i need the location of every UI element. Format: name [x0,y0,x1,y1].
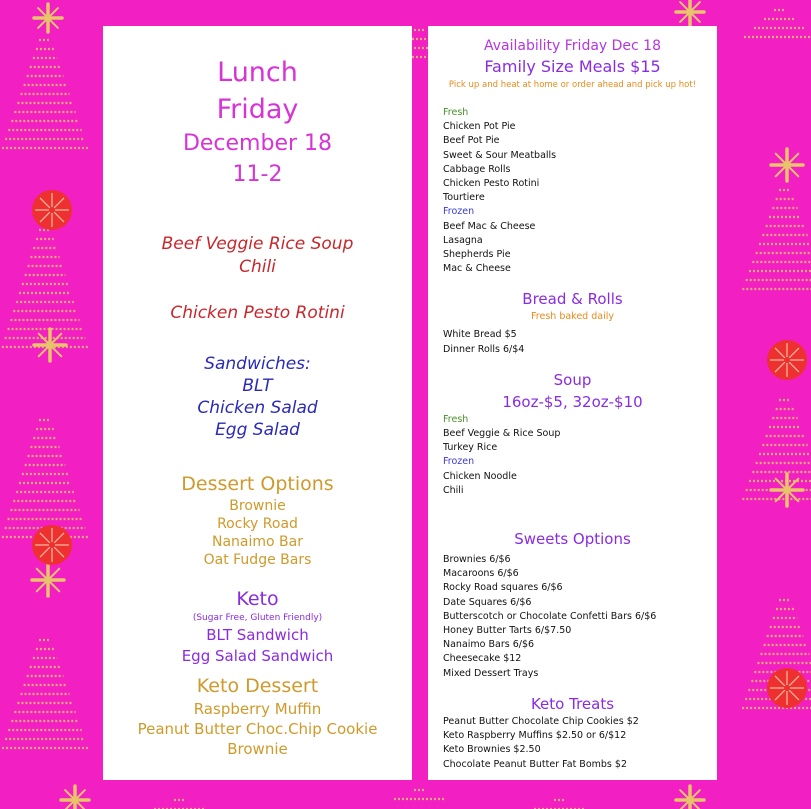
soup-item: Turkey Rice [443,442,498,454]
gold-tree [2,420,88,537]
gold-tree [534,800,586,809]
red-ornament [32,525,72,565]
sweets-item: Butterscotch or Chocolate Confetti Bars 6/$6 [443,610,657,622]
dessert-heading: Dessert Options [181,473,334,495]
soup-item: Beef Veggie Rice Soup [161,234,354,254]
gold-star [34,329,66,361]
soup-item: Chicken Noodle [443,470,517,482]
meal-item: Mac & Cheese [443,263,511,275]
meal-item: Sweet & Sour Meatballs [443,149,557,161]
dessert-item: Nanaimo Bar [212,534,303,550]
gold-tree [2,640,88,748]
gold-star [771,149,803,181]
sweets-item: Brownies 6/$6 [443,554,511,566]
bread-subheading: Fresh baked daily [531,311,614,323]
keto-dessert-item: Raspberry Muffin [193,700,322,718]
sandwich-item: Egg Salad [215,420,300,440]
lunch-menu-panel [103,26,412,780]
sweets-item: Date Squares 6/$6 [443,596,532,608]
special-item: Chicken Pesto Rotini [170,303,345,323]
gold-tree [742,400,811,499]
day-title: Friday [216,94,299,125]
keto-item: Egg Salad Sandwich [181,647,334,665]
keto-treats-heading: Keto Treats [530,694,615,713]
sweets-item: Nanaimo Bars 6/$6 [443,639,535,651]
meal-item: Beef Mac & Cheese [443,220,536,232]
meal-item: Beef Pot Pie [443,135,500,147]
meal-item: Lasagna [443,234,483,246]
lunch-time: 11-2 [232,162,283,187]
soup-heading: Soup [553,370,592,389]
keto-dessert-item: Peanut Butter Choc.Chip Cookie [137,720,378,738]
meal-item: Tourtiere [443,192,485,204]
sweets-item: Honey Butter Tarts 6/$7.50 [443,625,572,637]
soup-frozen-label: Frozen [443,456,475,468]
keto-treat-item: Keto Brownies $2.50 [443,744,541,756]
keto-item: BLT Sandwich [206,626,309,644]
gold-star [32,564,64,596]
dessert-item: Brownie [229,498,286,514]
sweets-item: Macaroons 6/$6 [443,568,519,580]
soup-prices: 16oz-$5, 32oz-$10 [502,392,643,411]
lunch-date: December 18 [182,131,333,156]
dessert-item: Rocky Road [217,516,298,532]
frozen-label: Frozen [443,206,475,218]
meal-item: Shepherds Pie [443,249,511,261]
keto-dessert-heading: Keto Dessert [196,675,319,697]
soup-item: Chili [443,484,464,496]
dessert-item: Oat Fudge Bars [203,552,312,568]
bread-heading: Bread & Rolls [522,290,623,309]
gold-tree [744,10,811,37]
sweets-item: Rocky Road squares 6/$6 [443,582,563,594]
fresh-label: Fresh [443,107,469,118]
sandwiches-heading: Sandwiches: [204,354,311,374]
soup-item: Chili [239,257,276,277]
availability-heading: Availability Friday Dec 18 [484,38,661,54]
keto-treat-item: Peanut Butter Chocolate Chip Cookies $2 [443,715,639,727]
keto-treat-item: Keto Raspberry Muffins $2.50 or 6/$12 [443,730,627,742]
gold-tree [154,800,206,809]
soup-fresh-label: Fresh [443,413,469,425]
red-ornament [767,668,807,708]
gold-tree [394,790,446,799]
gold-tree [742,190,811,289]
keto-note: (Sugar Free, Gluten Friendly) [192,613,323,623]
family-meals-panel [428,26,717,780]
lunch-title: Lunch [217,57,298,88]
sweets-heading: Sweets Options [514,530,631,549]
meal-item: Chicken Pot Pie [443,121,516,133]
sandwich-item: BLT [242,376,273,396]
sandwich-item: Chicken Salad [197,398,318,418]
family-meals-heading: Family Size Meals $15 [484,57,661,76]
gold-star [676,786,704,809]
bread-item: White Bread $5 [443,329,517,341]
red-ornament [32,190,72,230]
gold-star [771,474,803,506]
meal-item: Chicken Pesto Rotini [443,178,540,190]
gold-star [676,0,704,26]
red-ornament [767,340,807,380]
gold-star [34,4,62,32]
gold-star [61,786,89,809]
keto-dessert-item: Brownie [227,740,288,758]
meal-item: Cabbage Rolls [443,163,511,175]
gold-tree [2,40,88,148]
gold-tree [2,230,88,347]
keto-heading: Keto [236,588,279,610]
bread-item: Dinner Rolls 6/$4 [443,343,525,355]
sweets-item: Cheesecake $12 [443,653,522,665]
sweets-item: Mixed Dessert Trays [443,667,539,679]
keto-treat-item: Chocolate Peanut Butter Fat Bombs $2 [443,758,627,770]
soup-item: Beef Veggie & Rice Soup [443,428,561,440]
pickup-note: Pick up and heat at home or order ahead and pick up hot! [448,80,697,90]
